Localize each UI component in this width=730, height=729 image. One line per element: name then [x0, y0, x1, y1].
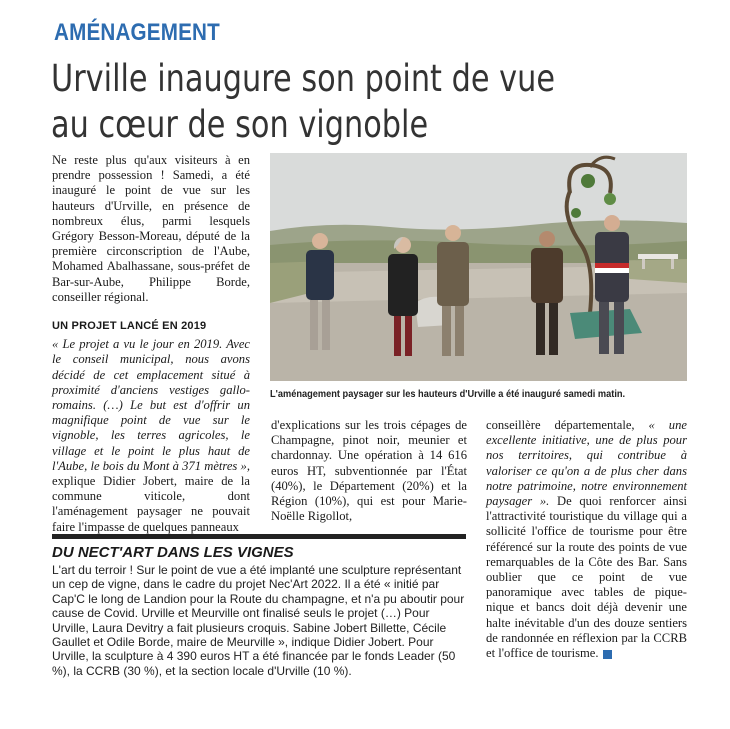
- headline: [51, 56, 576, 148]
- article-column-1: [52, 153, 250, 535]
- column-3-text: De quoi renforcer ainsi l'attractivité touristique du village qui a sollicité l'office de tourisme pour être référencé sur la route des points de vue remarquables de la Côte des Bar. Sans oublier que ce point de vue panoramique avec tables de pique-nique et bancs doit déjà devenir une halte inévitable d'un des douze sentiers de randonnée en réflexion par la CCRB et l'office de tourisme.: [486, 494, 688, 661]
- lead-paragraph: Ne reste plus qu'aux visiteurs à en prendre possession ! Samedi, a été inauguré le point de vue sur les hauteurs d'Urville, en présence de nombreux élus, parmi lesquels Grégory Besson-Moreau, député de la première circonscription de l'Aube, Mohamed Abalhassane, sous-préfet de Bar-sur-Aube, Philippe Borde, conseiller régional.: [52, 153, 250, 304]
- inauguration-photo: [270, 153, 687, 381]
- box-title: DU NECT'ART DANS LES VIGNES: [52, 544, 294, 561]
- article-column-3: [486, 418, 687, 661]
- quote-paragraph: [52, 337, 250, 535]
- column-3-intro: conseillère départementale,: [486, 418, 649, 432]
- photo-caption: L'aménagement paysager sur les hauteurs d'Urville a été inauguré samedi matin.: [270, 388, 626, 400]
- rubric: AMÉNAGEMENT: [54, 19, 220, 46]
- end-of-article-mark: [603, 650, 612, 659]
- column-2-text: d'explications sur les trois cépages de Champagne, pinot noir, meunier et chardonnay. Une opération à 14 616 euros HT, subventionnée par l'État (40%), le Département (20%) et la Région (10%), qui est pour Marie-Noëlle Rigollot,: [271, 418, 467, 524]
- box-body: L'art du terroir ! Sur le point de vue a été implanté une sculpture représentant un cep de vigne, dans le cadre du projet Nec'Art 2022. Il a été « initié par Cap'C le long de Landion pour la Route du champagne, et n'a pu aboutir pour cause de Covid. Urville et Meurville ont finalisé seuls le projet (…) Pour Urville, Laura Devitry a fait plusieurs croquis. Sabine Jobert Billette, Cécile Gaullet et Odile Borde, maire de Meurville », indique Didier Jobert. Pour Urville, la sculpture à 4 390 euros HT a été financée par le fonds Leader (50 %), la CCRB (30 %), et la section locale d'Urville (10 %).: [52, 563, 465, 678]
- mayor-quote: « Le projet a vu le jour en 2019. Avec le conseil municipal, nous avons décidé de cet emplacement situé à proximité d'anciens vestiges gallo-romains. (…) Le but est d'offrir un magnifique point de vue sur le vignoble, les terres agricoles, le village et le point le plus haut de l'Aube, le bois du Mont à 371 mètres »,: [52, 337, 250, 473]
- column-1-tail: explique Didier Jobert, maire de la commune viticole, dont l'aménagement paysager ne pouvait faire l'impasse de quelques panneaux: [52, 474, 250, 534]
- headline-line-1: Urville inaugure son point de vue: [51, 57, 556, 100]
- article-column-2: [271, 418, 467, 524]
- subhead: UN PROJET LANCÉ EN 2019: [52, 320, 207, 333]
- headline-line-2: au cœur de son vignoble: [51, 103, 429, 146]
- councillor-quote: « une excellente initiative, une de plus pour nos territoires, qui contribue à valoriser ce qu'on a de plus cher dans notre patrimoine, notre environnement paysager ».: [486, 418, 687, 509]
- box-top-rule: [52, 534, 466, 539]
- column-3-paragraph: [486, 418, 687, 661]
